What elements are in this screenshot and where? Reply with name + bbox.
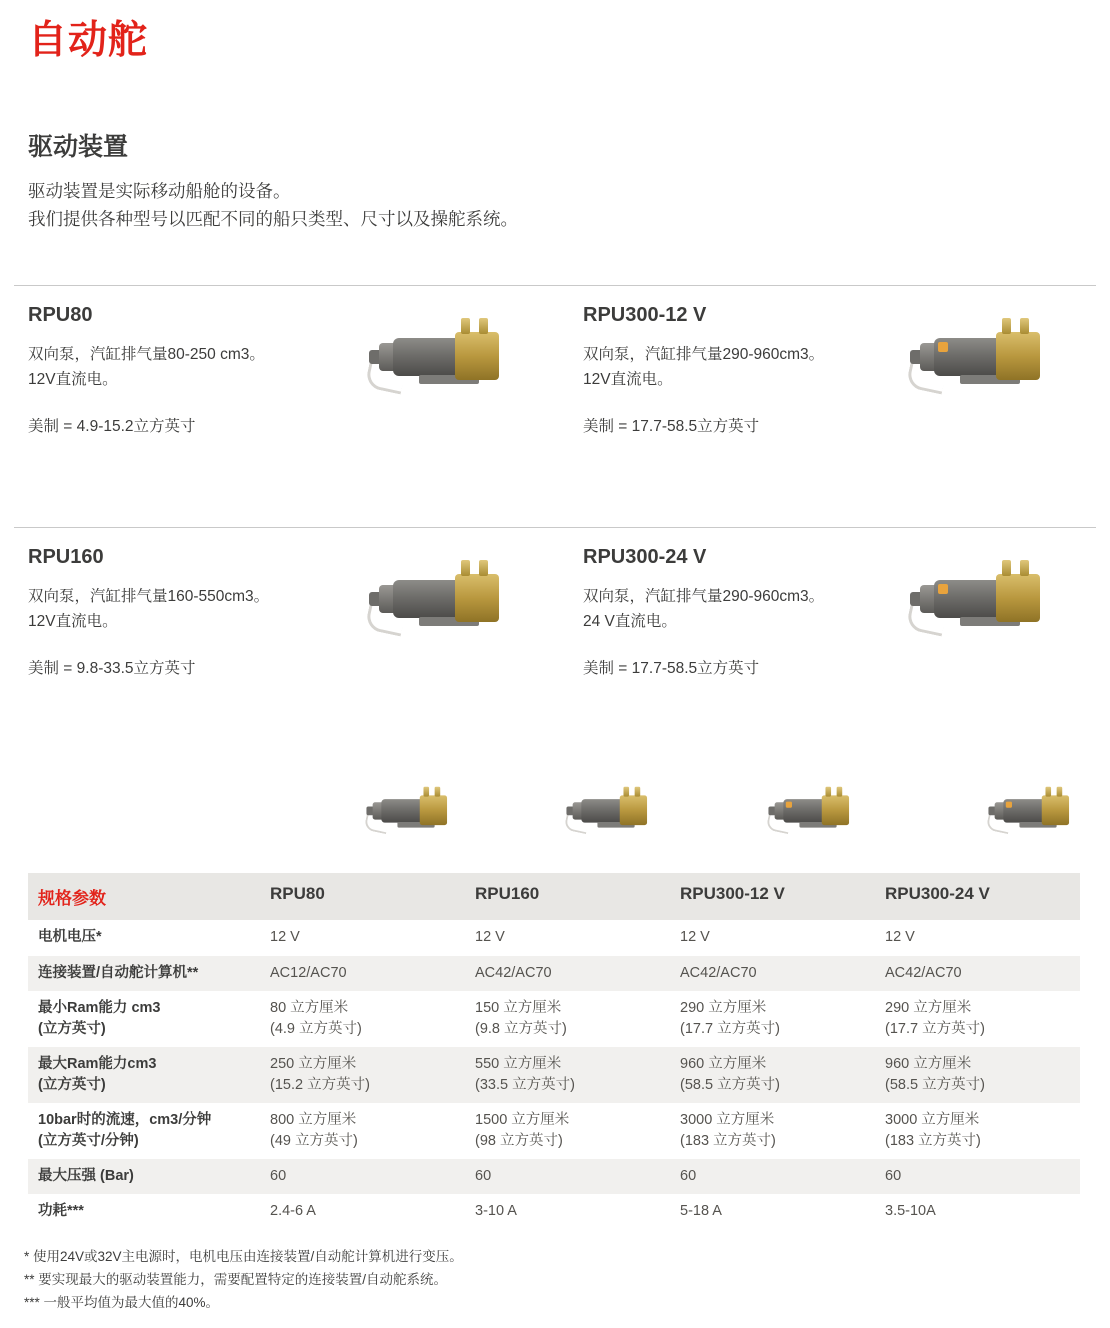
section-description-line-1: 驱动装置是实际移动船舱的设备。 <box>28 180 291 201</box>
product-description-line-2: 12V直流电。 <box>28 370 118 388</box>
row-value-line-1: 1500 立方厘米 <box>475 1111 570 1128</box>
pump-thumbnail-rpu300-12v <box>674 783 854 873</box>
pump-thumbnail-rpu80 <box>272 783 452 873</box>
row-value <box>260 1047 465 1103</box>
row-value <box>260 991 465 1047</box>
table-header-rpu300-12v: RPU300-12 V <box>670 873 875 920</box>
row-value <box>875 1103 1080 1159</box>
row-value-line-1: 3.5-10A <box>885 1202 936 1219</box>
row-value-line-1: AC12/AC70 <box>270 964 347 981</box>
row-value-line-1: AC42/AC70 <box>680 964 757 981</box>
section-description-line-2: 我们提供各种型号以匹配不同的船只类型、尺寸以及操舵系统。 <box>28 209 518 230</box>
row-label <box>28 1159 260 1194</box>
row-value-line-2: (183 立方英寸) <box>680 1132 776 1149</box>
row-value-line-2: (33.5 立方英寸) <box>475 1076 575 1093</box>
table-row <box>28 991 1080 1047</box>
row-label <box>28 920 260 955</box>
footnotes <box>24 1245 1096 1315</box>
product-description-line-2: 12V直流电。 <box>28 612 118 630</box>
row-value-line-2: (58.5 立方英寸) <box>885 1076 985 1093</box>
table-row <box>28 1047 1080 1103</box>
row-value <box>875 991 1080 1047</box>
product-grid <box>14 285 1096 769</box>
product-name: RPU300-24 V <box>583 546 707 569</box>
footnote-3: *** 一般平均值为最大值的40%。 <box>24 1295 220 1311</box>
row-value <box>260 1103 465 1159</box>
row-value-line-1: 800 立方厘米 <box>270 1111 357 1128</box>
table-header-rpu160: RPU160 <box>465 873 670 920</box>
specifications-table <box>28 873 1080 1228</box>
pump-illustration-icon <box>367 554 507 646</box>
row-label <box>28 1103 260 1159</box>
page-root <box>0 18 1110 1328</box>
row-value-line-1: 60 <box>680 1167 697 1184</box>
table-row <box>28 1103 1080 1159</box>
row-value-line-1: 2.4-6 A <box>270 1202 316 1219</box>
row-value <box>260 956 465 991</box>
row-value <box>260 1194 465 1229</box>
product-card-rpu300-12v <box>555 285 1096 527</box>
row-label-line-1: 最大Ram能力cm3 <box>38 1055 157 1072</box>
product-card-rpu80 <box>14 285 555 527</box>
row-value-line-1: 12 V <box>885 929 915 946</box>
product-imperial-value: 美制 = 17.7-58.5立方英寸 <box>583 660 760 678</box>
row-label-line-1: 功耗*** <box>38 1202 84 1219</box>
row-value <box>875 956 1080 991</box>
row-value <box>670 1194 875 1229</box>
row-value-line-1: 12 V <box>680 929 710 946</box>
row-value-line-1: 60 <box>475 1167 492 1184</box>
table-header-rpu80: RPU80 <box>260 873 465 920</box>
pump-illustration-icon <box>908 312 1048 404</box>
product-description-line-1: 双向泵，汽缸排气量80-250 cm3。 <box>28 346 265 364</box>
row-value <box>875 1047 1080 1103</box>
row-label-line-1: 连接装置/自动舵计算机** <box>38 964 199 981</box>
row-value <box>875 1194 1080 1229</box>
row-value-line-1: 60 <box>270 1167 287 1184</box>
row-label-line-2: (立方英寸/分钟) <box>38 1132 139 1149</box>
product-description-line-1: 双向泵，汽缸排气量290-960cm3。 <box>583 588 825 606</box>
row-label <box>28 956 260 991</box>
row-value-line-2: (17.7 立方英寸) <box>680 1020 780 1037</box>
row-value <box>465 1159 670 1194</box>
row-value <box>260 920 465 955</box>
product-description <box>583 343 883 392</box>
pump-thumbnail-rpu300-24v <box>894 783 1074 873</box>
row-value <box>875 1159 1080 1194</box>
row-value <box>670 920 875 955</box>
row-value <box>670 1047 875 1103</box>
row-label <box>28 1047 260 1103</box>
row-value <box>465 920 670 955</box>
row-value-line-1: 5-18 A <box>680 1202 722 1219</box>
row-value-line-2: (183 立方英寸) <box>885 1132 981 1149</box>
product-description <box>28 585 328 634</box>
footnote-2: ** 要实现最大的驱动装置能力，需要配置特定的连接装置/自动舵系统。 <box>24 1271 448 1287</box>
row-label <box>28 1194 260 1229</box>
row-value-line-2: (17.7 立方英寸) <box>885 1020 985 1037</box>
row-value-line-1: 12 V <box>270 929 300 946</box>
product-description-line-1: 双向泵，汽缸排气量160-550cm3。 <box>28 588 270 606</box>
table-row <box>28 956 1080 991</box>
row-label-line-2: (立方英寸) <box>38 1076 106 1093</box>
row-value <box>670 1103 875 1159</box>
row-value-line-1: 290 立方厘米 <box>680 999 767 1016</box>
row-label-line-2: (立方英寸) <box>38 1020 106 1037</box>
row-value-line-2: (4.9 立方英寸) <box>270 1020 362 1037</box>
row-value <box>465 1047 670 1103</box>
row-label-line-1: 电机电压* <box>38 929 102 946</box>
row-value-line-1: 150 立方厘米 <box>475 999 562 1016</box>
table-row <box>28 920 1080 955</box>
section-title: 驱动装置 <box>28 132 129 161</box>
pump-illustration-icon <box>908 554 1048 646</box>
row-value-line-1: 12 V <box>475 929 505 946</box>
row-value-line-1: 960 立方厘米 <box>885 1055 972 1072</box>
page-title: 自动舵 <box>28 19 149 62</box>
row-value-line-2: (15.2 立方英寸) <box>270 1076 370 1093</box>
section-description <box>28 177 1096 234</box>
row-value-line-2: (98 立方英寸) <box>475 1132 563 1149</box>
row-label-line-1: 最小Ram能力 cm3 <box>38 999 161 1016</box>
product-name: RPU160 <box>28 546 104 569</box>
row-value <box>465 956 670 991</box>
row-value-line-1: 3000 立方厘米 <box>680 1111 775 1128</box>
row-value-line-1: 60 <box>885 1167 902 1184</box>
product-name: RPU300-12 V <box>583 304 707 327</box>
product-description <box>583 585 883 634</box>
product-description-line-2: 12V直流电。 <box>583 370 673 388</box>
table-row <box>28 1194 1080 1229</box>
row-value-line-1: AC42/AC70 <box>475 964 552 981</box>
row-label-line-1: 10bar时的流速，cm3/分钟 <box>38 1111 212 1128</box>
product-description <box>28 343 328 392</box>
row-value <box>465 1103 670 1159</box>
table-header-specs: 规格参数 <box>28 873 260 920</box>
row-label <box>28 991 260 1047</box>
row-value <box>670 956 875 991</box>
table-header-row <box>28 873 1080 920</box>
row-value-line-1: 3000 立方厘米 <box>885 1111 980 1128</box>
row-value-line-1: 3-10 A <box>475 1202 517 1219</box>
table-row <box>28 1159 1080 1194</box>
row-value <box>875 920 1080 955</box>
product-description-line-2: 24 V直流电。 <box>583 612 677 630</box>
product-description-line-1: 双向泵，汽缸排气量290-960cm3。 <box>583 346 825 364</box>
row-value-line-2: (49 立方英寸) <box>270 1132 358 1149</box>
row-value <box>465 1194 670 1229</box>
row-value-line-2: (9.8 立方英寸) <box>475 1020 567 1037</box>
row-value-line-2: (58.5 立方英寸) <box>680 1076 780 1093</box>
row-value-line-1: 960 立方厘米 <box>680 1055 767 1072</box>
product-imperial-value: 美制 = 17.7-58.5立方英寸 <box>583 418 760 436</box>
row-value-line-1: 250 立方厘米 <box>270 1055 357 1072</box>
product-card-rpu160 <box>14 527 555 769</box>
row-value-line-1: AC42/AC70 <box>885 964 962 981</box>
row-value <box>670 991 875 1047</box>
row-value-line-1: 290 立方厘米 <box>885 999 972 1016</box>
pump-illustration-icon <box>367 312 507 404</box>
row-label-line-1: 最大压强 (Bar) <box>38 1167 134 1184</box>
product-card-rpu300-24v <box>555 527 1096 769</box>
pump-thumbnail-row <box>14 783 1096 873</box>
table-header-rpu300-24v: RPU300-24 V <box>875 873 1080 920</box>
row-value <box>670 1159 875 1194</box>
row-value-line-1: 550 立方厘米 <box>475 1055 562 1072</box>
product-imperial-value: 美制 = 9.8-33.5立方英寸 <box>28 660 196 678</box>
product-imperial-value: 美制 = 4.9-15.2立方英寸 <box>28 418 196 436</box>
footnote-1: * 使用24V或32V主电源时，电机电压由连接装置/自动舵计算机进行变压。 <box>24 1248 463 1264</box>
row-value <box>465 991 670 1047</box>
row-value-line-1: 80 立方厘米 <box>270 999 349 1016</box>
pump-thumbnail-rpu160 <box>472 783 652 873</box>
row-value <box>260 1159 465 1194</box>
product-name: RPU80 <box>28 304 93 327</box>
